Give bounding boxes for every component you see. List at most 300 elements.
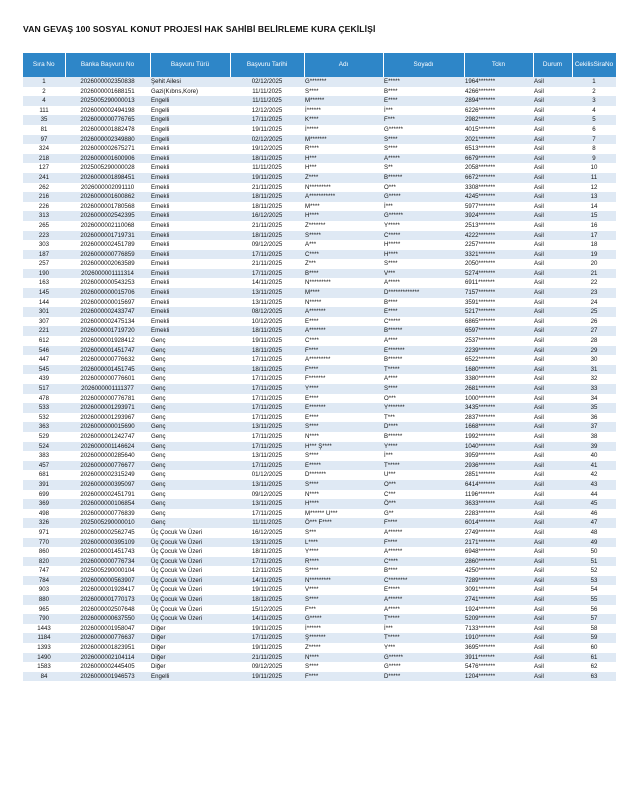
table-row (23, 259, 616, 269)
tckn-cell: 1964******* (464, 77, 533, 87)
durum-cell: Asil (533, 499, 572, 509)
cekilis-sira-no-cell: 21 (572, 269, 616, 279)
banka-basvuru-no-cell: 2026000002542395 (65, 211, 150, 221)
table-row (23, 96, 616, 106)
banka-basvuru-no-cell: 2026000001928412 (65, 336, 150, 346)
soyadi-cell: F**** (383, 518, 464, 528)
sira-no-cell: 681 (23, 470, 65, 480)
durum-cell: Asil (533, 538, 572, 548)
basvuru-tarihi-cell: 21/11/2025 (230, 653, 304, 663)
adi-cell: F******* (304, 374, 383, 384)
banka-basvuru-no-cell: 2026000000776765 (65, 115, 150, 125)
durum-cell: Asil (533, 77, 572, 87)
soyadi-cell: C***** (383, 317, 464, 327)
banka-basvuru-no-cell: 2026000002475134 (65, 317, 150, 327)
adi-cell: N**** (304, 490, 383, 500)
soyadi-cell: T***** (383, 614, 464, 624)
basvuru-turu-cell: Diğer (150, 633, 230, 643)
sira-no-cell: 533 (23, 403, 65, 413)
sira-no-cell: 111 (23, 106, 65, 116)
table-row (23, 547, 616, 557)
tckn-cell: 4266******* (464, 87, 533, 97)
cekilis-sira-no-cell: 57 (572, 614, 616, 624)
table-row (23, 183, 616, 193)
table-row (23, 135, 616, 145)
adi-cell: H*** (304, 163, 383, 173)
sira-no-cell: 1490 (23, 653, 65, 663)
tckn-cell: 2537******* (464, 336, 533, 346)
banka-basvuru-no-cell: 2025005290000010 (65, 518, 150, 528)
basvuru-turu-cell: Genç (150, 346, 230, 356)
durum-cell: Asil (533, 585, 572, 595)
sira-no-cell: 363 (23, 422, 65, 432)
basvuru-tarihi-cell: 17/11/2025 (230, 509, 304, 519)
banka-basvuru-no-cell: 2026000001898451 (65, 173, 150, 183)
basvuru-tarihi-cell: 17/11/2025 (230, 394, 304, 404)
cekilis-sira-no-cell: 43 (572, 480, 616, 490)
cekilis-sira-no-cell: 50 (572, 547, 616, 557)
banka-basvuru-no-cell: 2026000001688151 (65, 87, 150, 97)
tckn-cell: 6865******* (464, 317, 533, 327)
durum-cell: Asil (533, 461, 572, 471)
basvuru-tarihi-cell: 13/11/2025 (230, 538, 304, 548)
banka-basvuru-no-cell: 2026000001451747 (65, 346, 150, 356)
soyadi-cell: G****** (383, 125, 464, 135)
table-row (23, 605, 616, 615)
table-row (23, 461, 616, 471)
banka-basvuru-no-cell: 2026000002315249 (65, 470, 150, 480)
adi-cell: N***** (304, 298, 383, 308)
table-row (23, 269, 616, 279)
basvuru-tarihi-cell: 21/11/2025 (230, 221, 304, 231)
cekilis-sira-no-cell: 63 (572, 672, 616, 682)
tckn-cell: 4245******* (464, 192, 533, 202)
soyadi-cell: C***** (383, 231, 464, 241)
tckn-cell: 2749******* (464, 528, 533, 538)
cekilis-sira-no-cell: 17 (572, 231, 616, 241)
basvuru-tarihi-cell: 09/12/2025 (230, 240, 304, 250)
basvuru-turu-cell: Diğer (150, 653, 230, 663)
banka-basvuru-no-cell: 2026000002451789 (65, 240, 150, 250)
basvuru-tarihi-cell: 19/11/2025 (230, 336, 304, 346)
basvuru-tarihi-cell: 17/11/2025 (230, 374, 304, 384)
sira-no-cell: 529 (23, 432, 65, 442)
sira-no-cell: 326 (23, 518, 65, 528)
basvuru-turu-cell: Genç (150, 422, 230, 432)
banka-basvuru-no-cell: 2026000000776781 (65, 394, 150, 404)
cekilis-sira-no-cell: 59 (572, 633, 616, 643)
basvuru-turu-cell: Üç Çocuk Ve Üzeri (150, 605, 230, 615)
banka-basvuru-no-cell: 2026000001600862 (65, 192, 150, 202)
cekilis-sira-no-cell: 33 (572, 384, 616, 394)
banka-basvuru-no-cell: 2026000001146624 (65, 442, 150, 452)
basvuru-tarihi-cell: 17/11/2025 (230, 432, 304, 442)
soyadi-cell: İ*** (383, 451, 464, 461)
tckn-cell: 2257******* (464, 240, 533, 250)
soyadi-cell: G****** (383, 653, 464, 663)
table-row (23, 557, 616, 567)
soyadi-cell: O*** (383, 183, 464, 193)
banka-basvuru-no-cell: 2026000001882478 (65, 125, 150, 135)
basvuru-tarihi-cell: 11/11/2025 (230, 87, 304, 97)
table-row (23, 355, 616, 365)
basvuru-turu-cell: Emekli (150, 278, 230, 288)
basvuru-turu-cell: Engelli (150, 96, 230, 106)
tckn-cell: 3321******* (464, 250, 533, 260)
adi-cell: F**** (304, 346, 383, 356)
adi-cell: H**** (304, 499, 383, 509)
banka-basvuru-no-cell: 2026000002451791 (65, 490, 150, 500)
cekilis-sira-no-cell: 37 (572, 422, 616, 432)
banka-basvuru-no-cell: 2026000000395097 (65, 480, 150, 490)
sira-no-cell: 903 (23, 585, 65, 595)
soyadi-cell: Y**** (383, 442, 464, 452)
durum-cell: Asil (533, 221, 572, 231)
durum-cell: Asil (533, 557, 572, 567)
soyadi-cell: G***** (383, 192, 464, 202)
adi-cell: H*** (304, 154, 383, 164)
tckn-cell: 3695******* (464, 643, 533, 653)
header-basvuru-turu: Başvuru Türü (150, 53, 230, 77)
sira-no-cell: 84 (23, 672, 65, 682)
basvuru-tarihi-cell: 17/11/2025 (230, 355, 304, 365)
basvuru-tarihi-cell: 18/11/2025 (230, 346, 304, 356)
basvuru-turu-cell: Emekli (150, 202, 230, 212)
tckn-cell: 3435******* (464, 403, 533, 413)
tckn-cell: 4250******* (464, 566, 533, 576)
durum-cell: Asil (533, 442, 572, 452)
sira-no-cell: 187 (23, 250, 65, 260)
cekilis-sira-no-cell: 15 (572, 211, 616, 221)
adi-cell: A*** (304, 240, 383, 250)
tckn-cell: 1000******* (464, 394, 533, 404)
basvuru-turu-cell: Engelli (150, 135, 230, 145)
tckn-cell: 1924******* (464, 605, 533, 615)
durum-cell: Asil (533, 365, 572, 375)
durum-cell: Asil (533, 470, 572, 480)
basvuru-tarihi-cell: 14/11/2025 (230, 576, 304, 586)
banka-basvuru-no-cell: 2026000000563907 (65, 576, 150, 586)
banka-basvuru-no-cell: 2026000000776637 (65, 633, 150, 643)
soyadi-cell: A****** (383, 547, 464, 557)
cekilis-sira-no-cell: 10 (572, 163, 616, 173)
table-row (23, 518, 616, 528)
durum-cell: Asil (533, 384, 572, 394)
table-row (23, 566, 616, 576)
table-row (23, 307, 616, 317)
soyadi-cell: T***** (383, 365, 464, 375)
banka-basvuru-no-cell: 2026000002445405 (65, 662, 150, 672)
tckn-cell: 1992******* (464, 432, 533, 442)
soyadi-cell: H**** (383, 250, 464, 260)
basvuru-turu-cell: Genç (150, 403, 230, 413)
basvuru-turu-cell: Gazi(Kıbrıs,Kore) (150, 87, 230, 97)
banka-basvuru-no-cell: 2026000000015697 (65, 298, 150, 308)
basvuru-turu-cell: Genç (150, 461, 230, 471)
banka-basvuru-no-cell: 2026000000776677 (65, 461, 150, 471)
sira-no-cell: 545 (23, 365, 65, 375)
adi-cell: S*** (304, 528, 383, 538)
basvuru-turu-cell: Emekli (150, 326, 230, 336)
cekilis-sira-no-cell: 55 (572, 595, 616, 605)
table-row (23, 211, 616, 221)
sira-no-cell: 383 (23, 451, 65, 461)
basvuru-turu-cell: Üç Çocuk Ve Üzeri (150, 528, 230, 538)
adi-cell: E******* (304, 403, 383, 413)
durum-cell: Asil (533, 595, 572, 605)
soyadi-cell: İ*** (383, 202, 464, 212)
soyadi-cell: S**** (383, 135, 464, 145)
table-row (23, 365, 616, 375)
sira-no-cell: 517 (23, 384, 65, 394)
table-row (23, 298, 616, 308)
tckn-cell: 3308******* (464, 183, 533, 193)
adi-cell: Z******* (304, 221, 383, 231)
durum-cell: Asil (533, 480, 572, 490)
tckn-cell: 2982******* (464, 115, 533, 125)
table-row (23, 202, 616, 212)
durum-cell: Asil (533, 192, 572, 202)
tckn-cell: 1668******* (464, 422, 533, 432)
table-row (23, 528, 616, 538)
tckn-cell: 3091******* (464, 585, 533, 595)
banka-basvuru-no-cell: 2026000000285640 (65, 451, 150, 461)
basvuru-turu-cell: Emekli (150, 269, 230, 279)
banka-basvuru-no-cell: 2026000000015706 (65, 288, 150, 298)
soyadi-cell: B**** (383, 87, 464, 97)
tckn-cell: 3911******* (464, 653, 533, 663)
soyadi-cell: A**** (383, 374, 464, 384)
adi-cell: A********* (304, 355, 383, 365)
adi-cell: Ö*** F**** (304, 518, 383, 528)
basvuru-turu-cell: Genç (150, 413, 230, 423)
sira-no-cell: 1184 (23, 633, 65, 643)
cekilis-sira-no-cell: 58 (572, 624, 616, 634)
cekilis-sira-no-cell: 32 (572, 374, 616, 384)
banka-basvuru-no-cell: 2026000002494198 (65, 106, 150, 116)
banka-basvuru-no-cell: 2026000001719731 (65, 231, 150, 241)
table-row (23, 413, 616, 423)
soyadi-cell: G** (383, 509, 464, 519)
tckn-cell: 4015******* (464, 125, 533, 135)
adi-cell: A******* (304, 326, 383, 336)
tckn-cell: 6911******* (464, 278, 533, 288)
cekilis-sira-no-cell: 9 (572, 154, 616, 164)
basvuru-turu-cell: Üç Çocuk Ve Üzeri (150, 557, 230, 567)
adi-cell: H*** Ş**** (304, 442, 383, 452)
cekilis-sira-no-cell: 38 (572, 432, 616, 442)
adi-cell: M****** (304, 96, 383, 106)
durum-cell: Asil (533, 422, 572, 432)
sira-no-cell: 262 (23, 183, 65, 193)
soyadi-cell: D**** (383, 422, 464, 432)
tckn-cell: 3924******* (464, 211, 533, 221)
durum-cell: Asil (533, 566, 572, 576)
durum-cell: Asil (533, 355, 572, 365)
basvuru-tarihi-cell: 09/12/2025 (230, 662, 304, 672)
soyadi-cell: T***** (383, 461, 464, 471)
basvuru-turu-cell: Emekli (150, 298, 230, 308)
adi-cell: E**** (304, 394, 383, 404)
basvuru-tarihi-cell: 18/11/2025 (230, 326, 304, 336)
sira-no-cell: 498 (23, 509, 65, 519)
basvuru-turu-cell: Emekli (150, 317, 230, 327)
basvuru-tarihi-cell: 08/12/2025 (230, 307, 304, 317)
table-row (23, 231, 616, 241)
sira-no-cell: 144 (23, 298, 65, 308)
tckn-cell: 7289******* (464, 576, 533, 586)
cekilis-sira-no-cell: 40 (572, 451, 616, 461)
soyadi-cell: E***** (383, 585, 464, 595)
basvuru-turu-cell: Emekli (150, 183, 230, 193)
sira-no-cell: 190 (23, 269, 65, 279)
table-row (23, 115, 616, 125)
durum-cell: Asil (533, 576, 572, 586)
soyadi-cell: O*** (383, 394, 464, 404)
durum-cell: Asil (533, 202, 572, 212)
adi-cell: G******* (304, 77, 383, 87)
table-row (23, 106, 616, 116)
sira-no-cell: 145 (23, 288, 65, 298)
basvuru-tarihi-cell: 13/11/2025 (230, 480, 304, 490)
table-row (23, 326, 616, 336)
cekilis-sira-no-cell: 61 (572, 653, 616, 663)
sira-no-cell: 1443 (23, 624, 65, 634)
soyadi-cell: S** (383, 163, 464, 173)
durum-cell: Asil (533, 87, 572, 97)
table-row (23, 595, 616, 605)
banka-basvuru-no-cell: 2026000001946573 (65, 672, 150, 682)
basvuru-tarihi-cell: 11/11/2025 (230, 518, 304, 528)
basvuru-turu-cell: Emekli (150, 307, 230, 317)
basvuru-tarihi-cell: 01/12/2025 (230, 470, 304, 480)
adi-cell: Ş******* (304, 633, 383, 643)
cekilis-sira-no-cell: 35 (572, 403, 616, 413)
banka-basvuru-no-cell: 2026000002433747 (65, 307, 150, 317)
table-row (23, 384, 616, 394)
sira-no-cell: 216 (23, 192, 65, 202)
basvuru-turu-cell: Engelli (150, 106, 230, 116)
tckn-cell: 3380******* (464, 374, 533, 384)
durum-cell: Asil (533, 115, 572, 125)
basvuru-tarihi-cell: 18/11/2025 (230, 192, 304, 202)
basvuru-turu-cell: Genç (150, 480, 230, 490)
table-row (23, 87, 616, 97)
adi-cell: S**** (304, 662, 383, 672)
banka-basvuru-no-cell: 2026000002562745 (65, 528, 150, 538)
cekilis-sira-no-cell: 5 (572, 115, 616, 125)
tckn-cell: 5274******* (464, 269, 533, 279)
basvuru-turu-cell: Diğer (150, 624, 230, 634)
tckn-cell: 5209******* (464, 614, 533, 624)
table-row (23, 394, 616, 404)
banka-basvuru-no-cell: 2026000001451745 (65, 365, 150, 375)
soyadi-cell: G***** (383, 662, 464, 672)
adi-cell: A******* (304, 307, 383, 317)
soyadi-cell: B****** (383, 432, 464, 442)
basvuru-turu-cell: Genç (150, 432, 230, 442)
cekilis-sira-no-cell: 18 (572, 240, 616, 250)
tckn-cell: 6226******* (464, 106, 533, 116)
sira-no-cell: 223 (23, 231, 65, 241)
table-row (23, 499, 616, 509)
basvuru-turu-cell: Üç Çocuk Ve Üzeri (150, 614, 230, 624)
adi-cell: M****** U*** (304, 509, 383, 519)
cekilis-sira-no-cell: 23 (572, 288, 616, 298)
banka-basvuru-no-cell: 2026000001770173 (65, 595, 150, 605)
basvuru-turu-cell: Üç Çocuk Ve Üzeri (150, 566, 230, 576)
banka-basvuru-no-cell: 2026000001293971 (65, 403, 150, 413)
basvuru-turu-cell: Emekli (150, 259, 230, 269)
tckn-cell: 5217******* (464, 307, 533, 317)
basvuru-turu-cell: Genç (150, 451, 230, 461)
banka-basvuru-no-cell: 2026000002507648 (65, 605, 150, 615)
basvuru-turu-cell: Üç Çocuk Ve Üzeri (150, 576, 230, 586)
sira-no-cell: 307 (23, 317, 65, 327)
table-row (23, 653, 616, 663)
cekilis-sira-no-cell: 51 (572, 557, 616, 567)
tckn-cell: 6513******* (464, 144, 533, 154)
table-row (23, 317, 616, 327)
table-row (23, 192, 616, 202)
cekilis-sira-no-cell: 11 (572, 173, 616, 183)
basvuru-turu-cell: Emekli (150, 154, 230, 164)
table-row (23, 480, 616, 490)
sira-no-cell: 265 (23, 221, 65, 231)
sira-no-cell: 313 (23, 211, 65, 221)
durum-cell: Asil (533, 317, 572, 327)
sira-no-cell: 612 (23, 336, 65, 346)
cekilis-sira-no-cell: 4 (572, 106, 616, 116)
basvuru-tarihi-cell: 17/11/2025 (230, 115, 304, 125)
cekilis-sira-no-cell: 52 (572, 566, 616, 576)
soyadi-cell: E**** (383, 96, 464, 106)
adi-cell: S***** (304, 231, 383, 241)
soyadi-cell: T***** (383, 633, 464, 643)
durum-cell: Asil (533, 278, 572, 288)
basvuru-tarihi-cell: 17/11/2025 (230, 384, 304, 394)
header-adi: Adı (304, 53, 383, 77)
soyadi-cell: A***** (383, 154, 464, 164)
banka-basvuru-no-cell: 2026000001451743 (65, 547, 150, 557)
basvuru-tarihi-cell: 17/11/2025 (230, 557, 304, 567)
durum-cell: Asil (533, 298, 572, 308)
banka-basvuru-no-cell: 2026000000395109 (65, 538, 150, 548)
tckn-cell: 1204******* (464, 672, 533, 682)
basvuru-tarihi-cell: 11/11/2025 (230, 96, 304, 106)
table-row (23, 633, 616, 643)
basvuru-tarihi-cell: 10/12/2025 (230, 317, 304, 327)
table-row (23, 125, 616, 135)
sira-no-cell: 478 (23, 394, 65, 404)
adi-cell: İ****** (304, 106, 383, 116)
adi-cell: M******* (304, 135, 383, 145)
adi-cell: S**** (304, 422, 383, 432)
tckn-cell: 6948******* (464, 547, 533, 557)
tckn-cell: 2851******* (464, 470, 533, 480)
durum-cell: Asil (533, 672, 572, 682)
cekilis-sira-no-cell: 42 (572, 470, 616, 480)
tckn-cell: 2239******* (464, 346, 533, 356)
soyadi-cell: E**** (383, 307, 464, 317)
adi-cell: N**** (304, 653, 383, 663)
sira-no-cell: 226 (23, 202, 65, 212)
tckn-cell: 6672******* (464, 173, 533, 183)
basvuru-turu-cell: Emekli (150, 231, 230, 241)
cekilis-sira-no-cell: 27 (572, 326, 616, 336)
sira-no-cell: 81 (23, 125, 65, 135)
sira-no-cell: 2 (23, 87, 65, 97)
